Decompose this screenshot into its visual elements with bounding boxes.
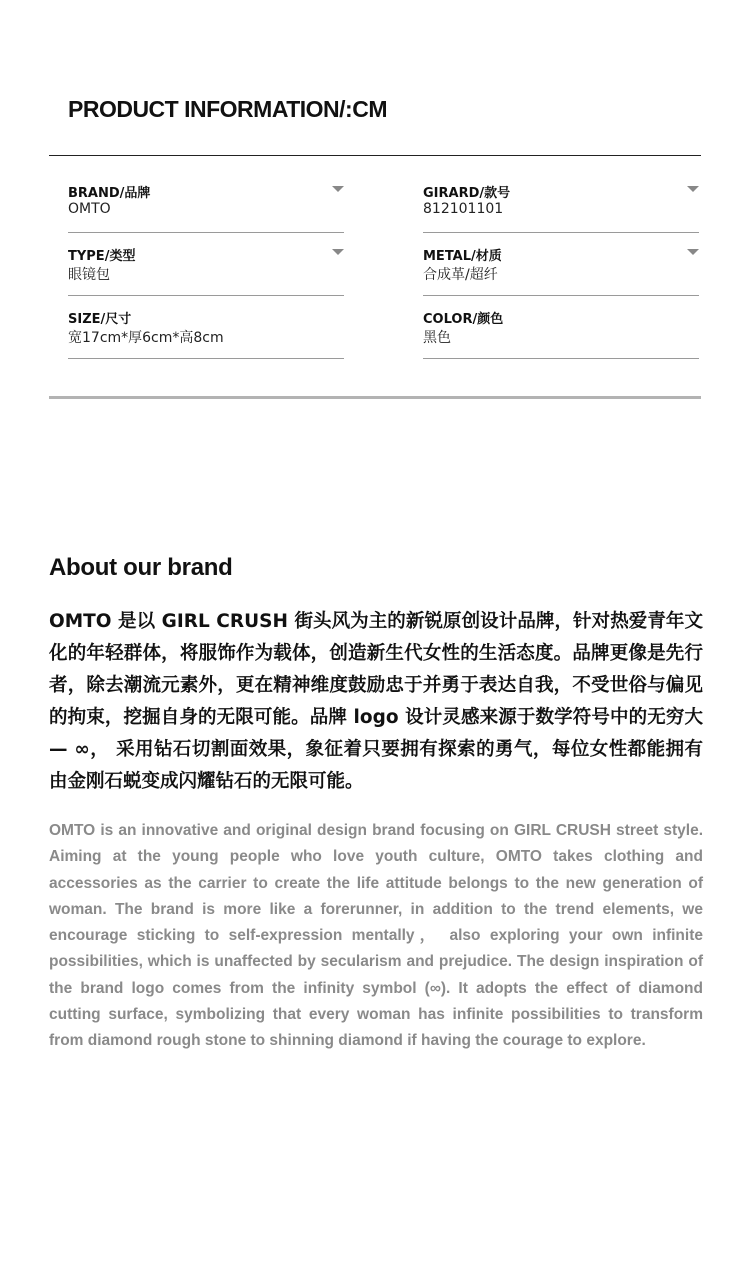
size-value: 宽17cm*厚6cm*高8cm <box>68 330 224 346</box>
caret-down-icon[interactable] <box>332 186 344 192</box>
brand-label: BRAND/品牌 <box>68 186 151 201</box>
metal-field[interactable] <box>423 243 699 296</box>
color-field <box>423 306 699 359</box>
color-label: COLOR/颜色 <box>423 312 504 327</box>
top-divider <box>49 155 701 156</box>
about-chinese-text: OMTO 是以 GIRL CRUSH 街头风为主的新锐原创设计品牌，针对热爱青年文化的年轻群体，将服饰作为载体，创造新生代女性的生活态度。品牌更像是先行者，除去潮流元素外，更在精神维度鼓励忠于并勇于表达自我，不受世俗与偏见的拘束，挖掘自身的无限可能。品牌 logo 设计灵感来源于数学符号中的无穷大 — ∞， 采用钻石切割面效果，象征着只要拥有探索的勇气，每位女性都能拥有由金刚石蜕变成闪耀钻石的无限可能。 <box>49 611 703 792</box>
bottom-divider <box>49 396 701 399</box>
about-english-text: OMTO is an innovative and original design brand focusing on GIRL CRUSH street style. Aiming at the young people who love youth culture, OMTO takes clothing and accessories as the carrier to create the life attitude belongs to the new generation of woman. The brand is more like a forerunner, in addition to the trend elements, we encourage sticking to self-expression mentally， also exploring your own infinite possibilities, which is unaffected by secularism and prejudice. The design inspiration of the brand logo comes from the infinity symbol (∞). It adopts the effect of diamond cutting surface, symbolizing that every woman has infinite possibilities to transform from diamond rough stone to shinning diamond if having the courage to explore. <box>49 822 703 1050</box>
metal-label: METAL/材质 <box>423 249 502 264</box>
type-label: TYPE/类型 <box>68 249 136 264</box>
brand-field[interactable] <box>68 180 344 233</box>
metal-value: 合成革/超纤 <box>423 267 498 283</box>
type-value: 眼镜包 <box>68 267 110 283</box>
color-value: 黑色 <box>423 330 451 346</box>
about-heading: About our brand <box>49 554 233 581</box>
size-field <box>68 306 344 359</box>
brand-value: OMTO <box>68 201 111 217</box>
caret-down-icon[interactable] <box>687 249 699 255</box>
product-info-title: PRODUCT INFORMATION/:CM <box>68 96 387 122</box>
size-label: SIZE/尺寸 <box>68 312 132 327</box>
girard-field[interactable] <box>423 180 699 233</box>
girard-label: GIRARD/款号 <box>423 186 511 201</box>
type-field[interactable] <box>68 243 344 296</box>
caret-down-icon[interactable] <box>687 186 699 192</box>
girard-value: 812101101 <box>423 201 504 217</box>
caret-down-icon[interactable] <box>332 249 344 255</box>
